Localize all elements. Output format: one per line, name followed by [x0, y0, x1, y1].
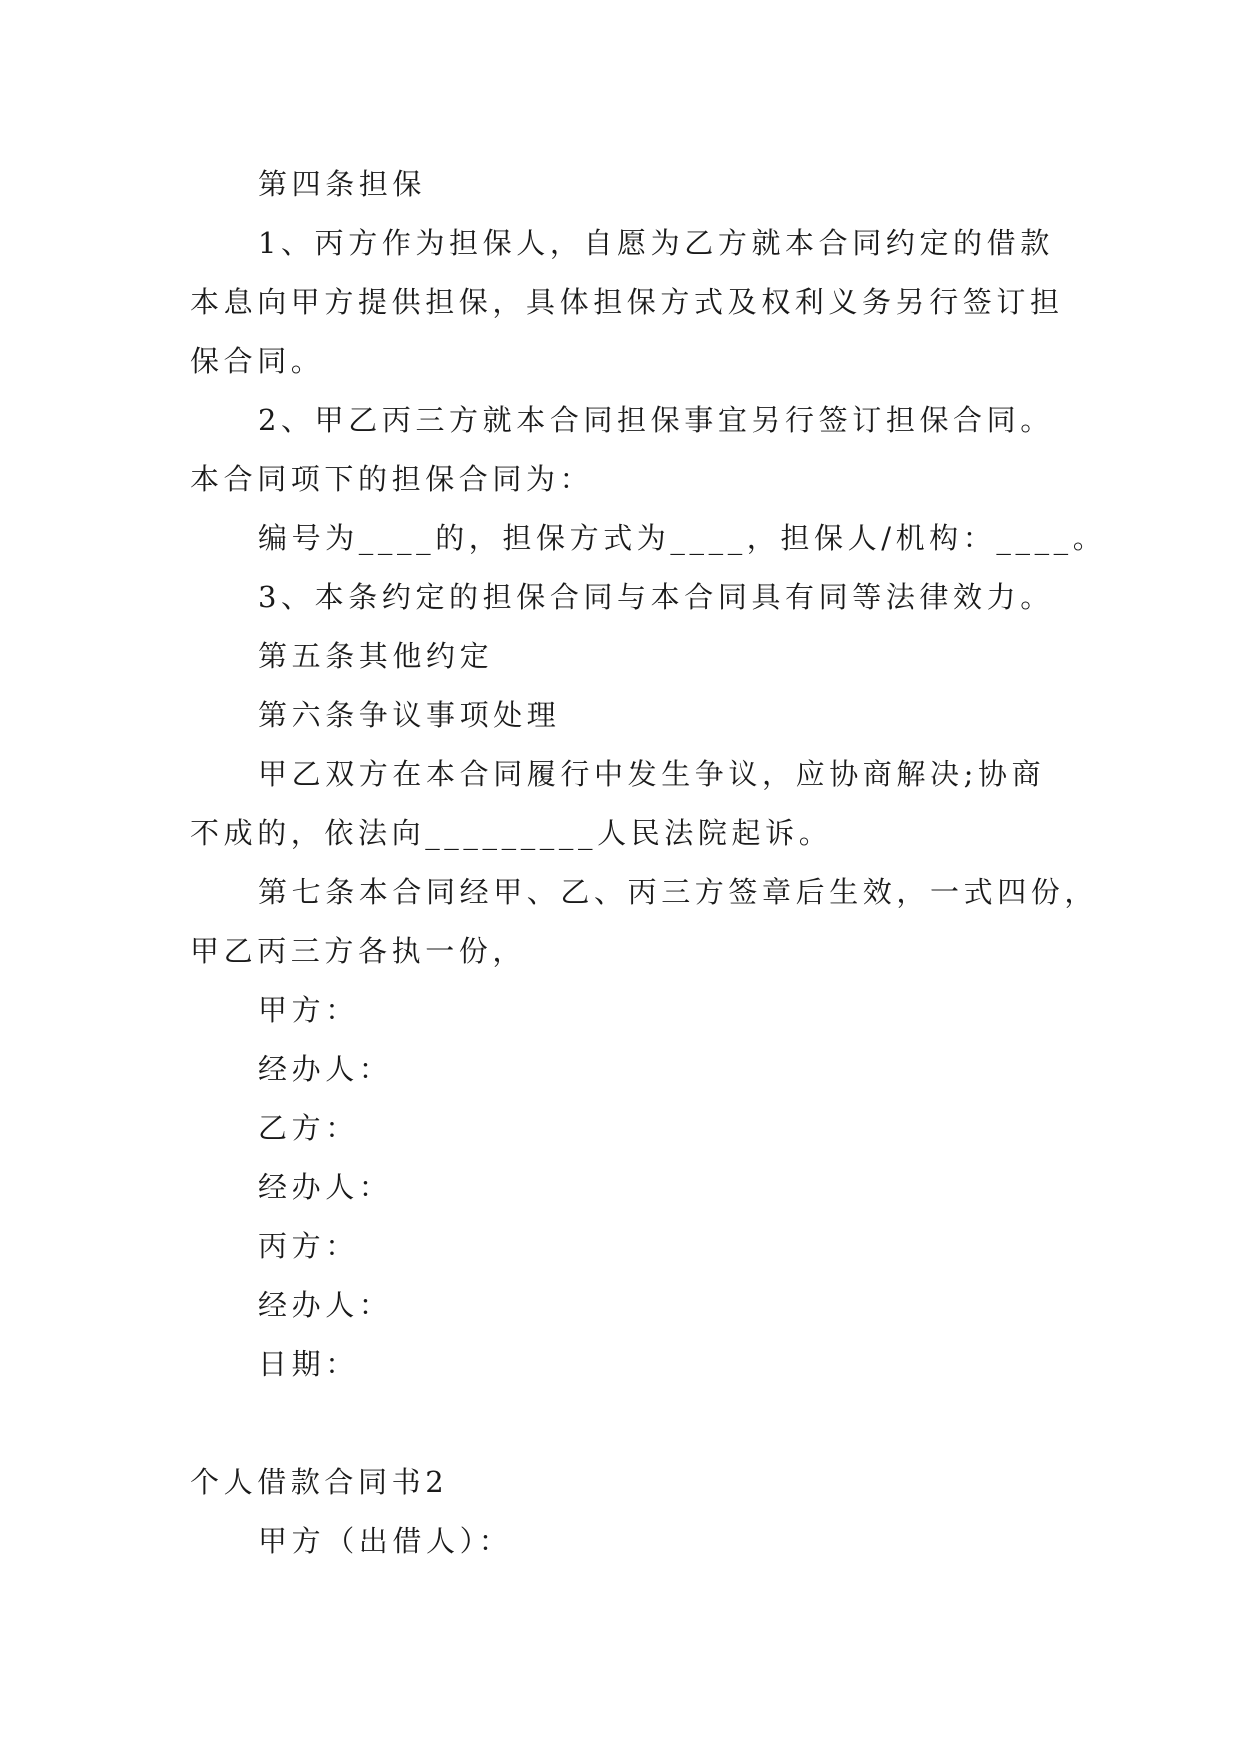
article-4-title: 第四条担保 — [258, 167, 427, 201]
contract-2-title: 个人借款合同书2 — [190, 1465, 449, 1499]
section-gap — [190, 1394, 1050, 1453]
party-b-agent-signature: 经办人： — [258, 1170, 393, 1204]
article-4-item-1-line-2: 本息向甲方提供担保，具体担保方式及权利义务另行签订担 — [190, 285, 1064, 319]
article-6-text-line-2: 不成的，依法向_________人民法院起诉。 — [190, 816, 833, 850]
party-b-signature: 乙方： — [258, 1111, 359, 1145]
article-6-text-line-1: 甲乙双方在本合同履行中发生争议，应协商解决;协商 — [258, 757, 1046, 791]
article-4-item-2-line-1: 2、甲乙丙三方就本合同担保事宜另行签订担保合同。 — [258, 403, 1054, 437]
article-7-line-2: 甲乙丙三方各执一份， — [190, 934, 527, 968]
guarantee-contract-number-line: 编号为____的，担保方式为____，担保人/机构：____。 — [258, 521, 1107, 555]
article-5-title: 第五条其他约定 — [258, 639, 494, 673]
party-c-signature: 丙方： — [258, 1229, 359, 1263]
article-4-item-2-line-2: 本合同项下的担保合同为： — [190, 462, 594, 496]
party-a-signature: 甲方： — [258, 993, 359, 1027]
party-a-agent-signature: 经办人： — [258, 1052, 393, 1086]
contract-2-party-a: 甲方（出借人）： — [258, 1524, 513, 1558]
article-4-item-1-line-3: 保合同。 — [190, 344, 325, 378]
article-7-line-1: 第七条本合同经甲、乙、丙三方签章后生效，一式四份， — [258, 875, 1099, 909]
article-4-item-3: 3、本条约定的担保合同与本合同具有同等法律效力。 — [258, 580, 1054, 614]
party-c-agent-signature: 经办人： — [258, 1288, 393, 1322]
article-4-item-1-line-1: 1、丙方作为担保人，自愿为乙方就本合同约定的借款 — [258, 226, 1054, 260]
date-field: 日期： — [258, 1347, 359, 1381]
document-page — [190, 155, 1107, 1571]
article-6-title: 第六条争议事项处理 — [258, 698, 561, 732]
